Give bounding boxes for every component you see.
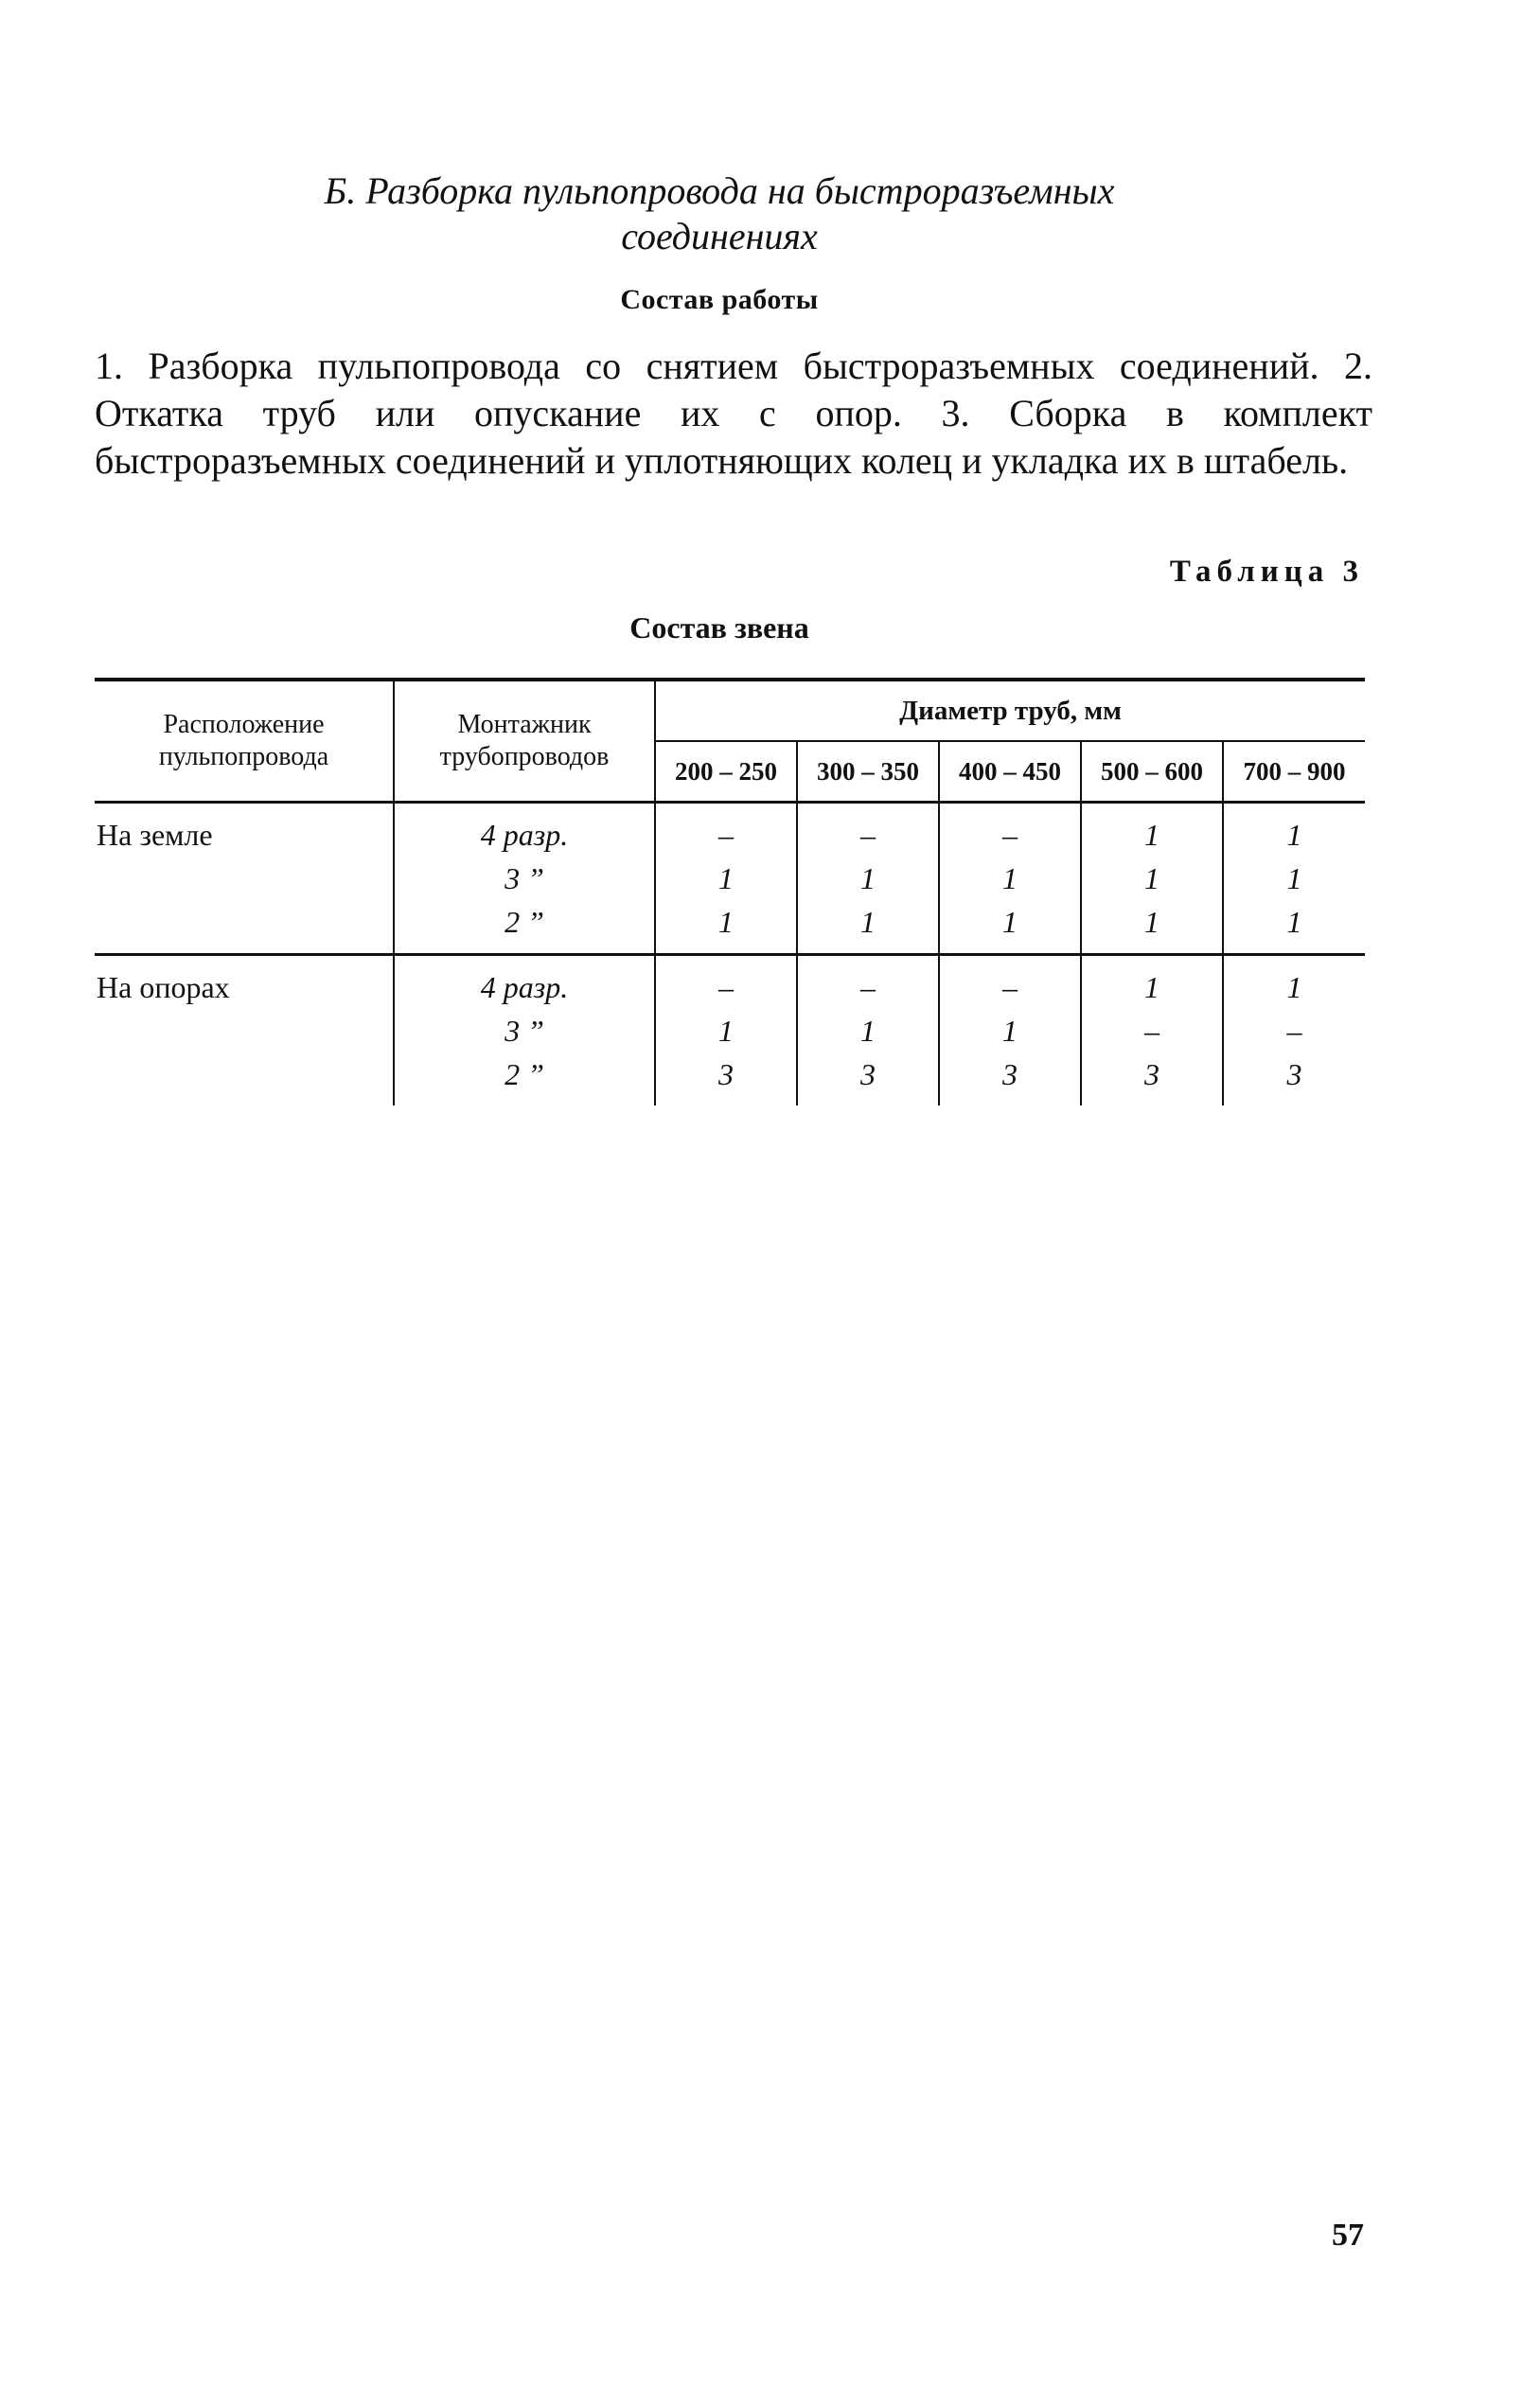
cell-value: – [655,803,797,858]
header-diameter-3: 400 – 450 [939,741,1081,803]
section-title-line-2: соединениях [621,215,818,257]
work-composition-text: 1. Разборка пульпопровода со снятием быстроразъемных соединений. 2. Откатка труб или опускание их с опор. 3. Сборка в комплект быстроразъемных соединений и уплотняющих колец и укладка их в штабель. [95,345,1372,482]
cell-value: 1 [655,857,797,900]
cell-value: 1 [1081,857,1223,900]
row-location: На земле [97,818,213,852]
cell-value: 3 [655,1052,797,1105]
cell-value: 1 [1223,955,1365,1010]
cell-value: 1 [1081,955,1223,1010]
cell-value: 1 [1081,803,1223,858]
cell-value: 1 [797,857,939,900]
row-fitter: 3 ” [394,857,655,900]
cell-value: – [939,955,1081,1010]
row-fitter: 3 ” [394,1009,655,1052]
cell-value: 3 [1223,1052,1365,1105]
row-fitter: 2 ” [394,1052,655,1105]
cell-value: 3 [797,1052,939,1105]
cell-value: 1 [655,900,797,955]
row-fitter: 4 разр. [394,955,655,1010]
table-row [95,955,1365,1010]
cell-value: – [797,955,939,1010]
cell-value: 1 [1223,900,1365,955]
crew-composition-title: Состав звена [629,610,809,645]
header-diameter-1: 200 – 250 [655,741,797,803]
cell-value: 1 [797,900,939,955]
row-location: На опорах [95,955,394,1106]
header-diameter-group: Диаметр труб, мм [655,680,1365,741]
cell-value: 1 [1081,900,1223,955]
cell-value: 3 [1081,1052,1223,1105]
row-fitter: 4 разр. [394,803,655,858]
crew-composition-table [95,678,1365,1105]
table-header-row [95,680,1365,741]
header-diameter-4: 500 – 600 [1081,741,1223,803]
cell-value: 1 [939,900,1081,955]
cell-value: 1 [797,1009,939,1052]
cell-value: – [1223,1009,1365,1052]
cell-value: 1 [939,857,1081,900]
cell-value: – [797,803,939,858]
row-fitter: 2 ” [394,900,655,955]
work-composition-title: Состав работы [620,284,819,315]
header-fitter: Монтажник трубопроводов [394,680,655,803]
header-diameter-2: 300 – 350 [797,741,939,803]
header-location: Расположение пульпопровода [95,680,394,803]
cell-value: 1 [1223,803,1365,858]
section-title-line-1: Б. Разборка пульпопровода на быстроразъемных [324,169,1115,212]
cell-value: – [939,803,1081,858]
cell-value: 1 [939,1009,1081,1052]
cell-value: – [655,955,797,1010]
table-number-label: Таблица 3 [1169,555,1364,589]
header-diameter-5: 700 – 900 [1223,741,1365,803]
cell-value: 1 [1223,857,1365,900]
cell-value: – [1081,1009,1223,1052]
table-row [95,803,1365,858]
page-number: 57 [1332,2218,1364,2253]
cell-value: 3 [939,1052,1081,1105]
cell-value: 1 [655,1009,797,1052]
